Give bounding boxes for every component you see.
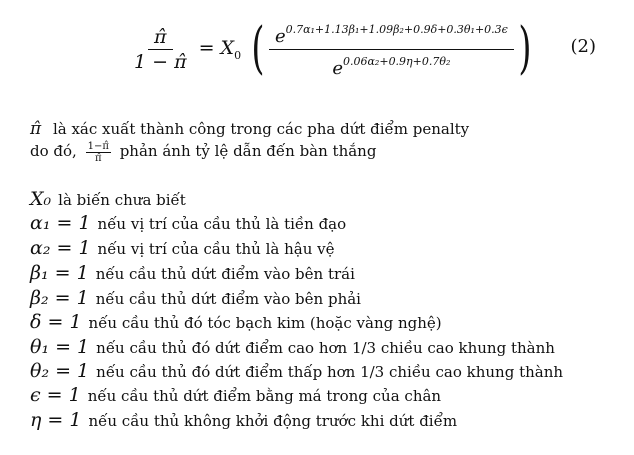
definition-item <box>30 188 186 210</box>
equation-number: (2) <box>570 36 596 57</box>
definition-symbol: δ = 1 <box>30 311 82 333</box>
equation <box>128 14 536 84</box>
definition-item <box>30 384 441 406</box>
definition-item <box>30 336 555 358</box>
definition-symbol: β₂ = 1 <box>30 287 89 309</box>
definition-text: nếu cầu thủ không khởi động trước khi dứt điểm <box>88 412 458 430</box>
definition-symbol: β₁ = 1 <box>30 262 89 284</box>
intro-prefix: do đó, <box>30 142 77 160</box>
definition-symbol: X₀ <box>30 188 52 210</box>
definition-text: nếu cầu thủ đó tóc bạch kim (hoặc vàng nghệ) <box>88 314 442 332</box>
pi-hat-symbol: π̂ <box>30 119 42 139</box>
definition-item <box>30 311 442 333</box>
definition-text: nếu cầu thủ dứt điểm vào bên trái <box>95 265 355 283</box>
lhs-fraction <box>128 25 193 74</box>
intro-text-2: phản ánh tỷ lệ dẫn đến bàn thắng <box>119 142 377 160</box>
exp-fraction <box>269 18 514 81</box>
definition-symbol: α₂ = 1 <box>30 237 91 259</box>
definition-item <box>30 287 361 309</box>
definition-item <box>30 237 334 259</box>
definition-item <box>30 262 355 284</box>
odds-fraction: $\frac{1-\pî}{\pî}$ <box>87 140 109 164</box>
left-paren: ( <box>251 16 265 81</box>
definition-text: nếu cầu thủ đó dứt điểm thấp hơn 1/3 chiều cao khung thành <box>96 363 564 381</box>
right-paren: ) <box>518 16 532 81</box>
lhs-numerator: π̂ <box>154 25 167 48</box>
intro-text-1: là xác xuất thành công trong các pha dứt điểm penalty <box>52 120 470 138</box>
definition-symbol: θ₁ = 1 <box>30 336 90 358</box>
definition-text: là biến chưa biết <box>58 191 186 209</box>
exp-numerator: 0.7α₁+1.13β₁+1.09β₂+0.9δ+0.3θ₁+0.3ϵ <box>285 22 508 36</box>
equals-x0: = $X_0$ <box>198 36 242 62</box>
definition-item <box>30 409 457 431</box>
definition-symbol: ϵ = 1 <box>30 384 81 406</box>
definition-symbol: η = 1 <box>30 409 82 431</box>
definition-symbol: θ₂ = 1 <box>30 360 90 382</box>
lhs-denominator: 1 − π̂ <box>134 50 187 73</box>
definition-symbol: α₁ = 1 <box>30 212 91 234</box>
definition-text: nếu cầu thủ dứt điểm vào bên phải <box>95 290 361 308</box>
definition-item <box>30 212 346 234</box>
definition-item <box>30 360 563 382</box>
definition-text: nếu vị trí của cầu thủ là tiền đạo <box>97 215 347 233</box>
definition-text: nếu cầu thủ dứt điểm bằng má trong của chân <box>87 387 442 405</box>
intro-line-2 <box>30 140 376 164</box>
definition-text: nếu vị trí của cầu thủ là hậu vệ <box>97 240 335 258</box>
exp-base-bottom: e <box>332 57 344 79</box>
exp-denominator: 0.06α₂+0.9η+0.7θ₂ <box>343 54 451 68</box>
intro-line-1 <box>30 118 469 140</box>
definition-text: nếu cầu thủ đó dứt điểm cao hơn 1/3 chiều cao khung thành <box>96 339 555 357</box>
exp-base-top: e <box>274 25 286 47</box>
